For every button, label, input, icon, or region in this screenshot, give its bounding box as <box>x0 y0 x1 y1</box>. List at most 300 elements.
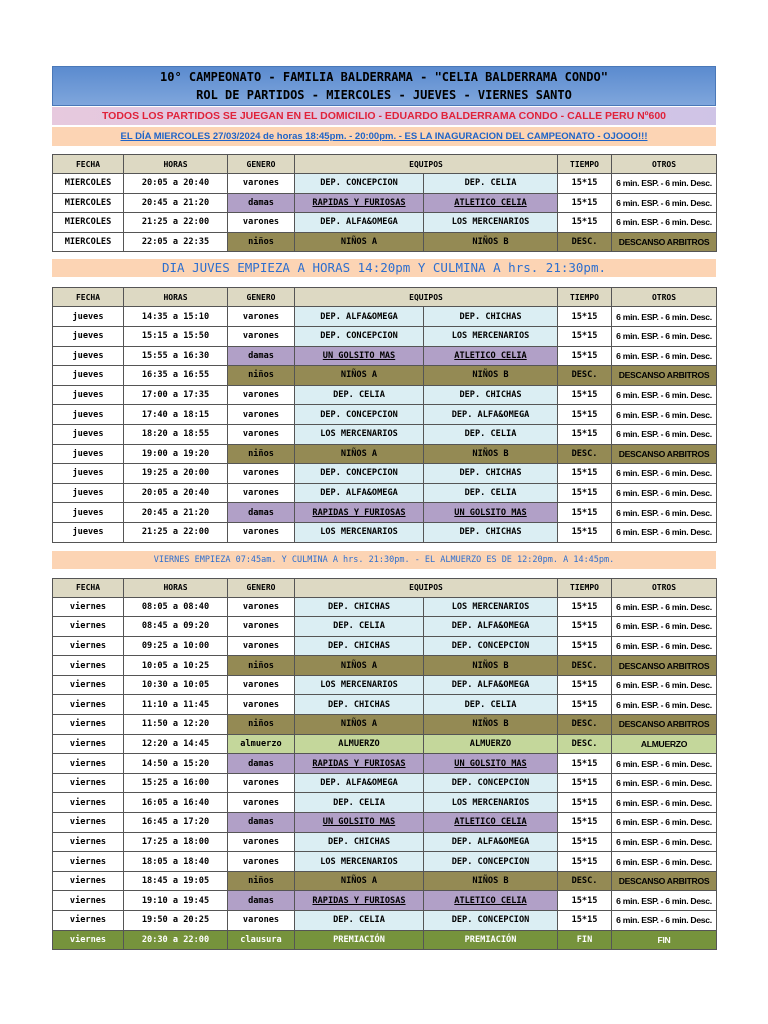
horas-cell: 22:05 a 22:35 <box>124 232 228 252</box>
otros-cell: 6 min. ESP. - 6 min. Desc. <box>612 754 717 774</box>
match-row <box>53 871 717 891</box>
tiempo-cell: 15*15 <box>558 695 612 715</box>
fecha-cell: viernes <box>53 911 124 931</box>
fecha-cell: MIERCOLES <box>53 213 124 233</box>
team-1-cell: NIÑOS A <box>295 366 424 386</box>
match-row <box>53 597 717 617</box>
tiempo-cell: 15*15 <box>558 307 612 327</box>
match-row <box>53 617 717 637</box>
otros-cell: 6 min. ESP. - 6 min. Desc. <box>612 911 717 931</box>
horas-cell: 12:20 a 14:45 <box>124 734 228 754</box>
fecha-cell: jueves <box>53 483 124 503</box>
match-row <box>53 326 717 346</box>
otros-cell: 6 min. ESP. - 6 min. Desc. <box>612 385 717 405</box>
otros-cell: 6 min. ESP. - 6 min. Desc. <box>612 891 717 911</box>
fecha-cell: MIERCOLES <box>53 174 124 194</box>
tiempo-cell: 15*15 <box>558 636 612 656</box>
team-2-cell: DEP. CHICHAS <box>424 385 558 405</box>
section-notice: VIERNES EMPIEZA 07:45am. Y CULMINA A hrs. 21:30pm. - EL ALMUERZO ES DE 12:20pm. A 14:45pm. <box>52 551 716 569</box>
match-row <box>53 174 717 194</box>
tiempo-cell: 15*15 <box>558 464 612 484</box>
otros-cell: 6 min. ESP. - 6 min. Desc. <box>612 307 717 327</box>
tiempo-cell: 15*15 <box>558 891 612 911</box>
tiempo-cell: 15*15 <box>558 213 612 233</box>
match-row <box>53 636 717 656</box>
fecha-cell: viernes <box>53 754 124 774</box>
fecha-cell: viernes <box>53 813 124 833</box>
genero-cell: damas <box>228 813 295 833</box>
horas-cell: 18:20 a 18:55 <box>124 424 228 444</box>
genero-cell: niños <box>228 715 295 735</box>
match-row <box>53 503 717 523</box>
otros-cell: 6 min. ESP. - 6 min. Desc. <box>612 773 717 793</box>
fecha-cell: jueves <box>53 464 124 484</box>
fecha-cell: viernes <box>53 773 124 793</box>
fecha-cell: viernes <box>53 617 124 637</box>
tiempo-cell: 15*15 <box>558 852 612 872</box>
team-2-cell: LOS MERCENARIOS <box>424 597 558 617</box>
match-row <box>53 891 717 911</box>
otros-cell: DESCANSO ARBITROS <box>612 232 717 252</box>
schedule-sheet <box>52 66 716 950</box>
genero-cell: varones <box>228 773 295 793</box>
title-banner <box>52 66 716 106</box>
team-2-cell: LOS MERCENARIOS <box>424 213 558 233</box>
horas-cell: 19:00 a 19:20 <box>124 444 228 464</box>
fecha-cell: jueves <box>53 405 124 425</box>
section-notice: DIA JUVES EMPIEZA A HORAS 14:20pm Y CULMINA A hrs. 21:30pm. <box>52 259 716 277</box>
match-row <box>53 522 717 542</box>
tiempo-cell: DESC. <box>558 444 612 464</box>
team-2-cell: ATLETICO CELIA <box>424 193 558 213</box>
otros-cell: FIN <box>612 930 717 950</box>
team-1-cell: NIÑOS A <box>295 232 424 252</box>
team-1-cell: DEP. CHICHAS <box>295 832 424 852</box>
team-2-cell: DEP. ALFA&OMEGA <box>424 675 558 695</box>
header-genero: GENERO <box>228 578 295 597</box>
team-1-cell: LOS MERCENARIOS <box>295 424 424 444</box>
team-2-cell: DEP. CELIA <box>424 424 558 444</box>
team-2-cell: NIÑOS B <box>424 444 558 464</box>
horas-cell: 16:05 a 16:40 <box>124 793 228 813</box>
genero-cell: varones <box>228 522 295 542</box>
genero-cell: varones <box>228 636 295 656</box>
team-2-cell: DEP. CONCEPCION <box>424 911 558 931</box>
team-1-cell: RAPIDAS Y FURIOSAS <box>295 891 424 911</box>
otros-cell: 6 min. ESP. - 6 min. Desc. <box>612 213 717 233</box>
team-1-cell: DEP. ALFA&OMEGA <box>295 307 424 327</box>
otros-cell: 6 min. ESP. - 6 min. Desc. <box>612 174 717 194</box>
match-row <box>53 193 717 213</box>
horas-cell: 21:25 a 22:00 <box>124 522 228 542</box>
tiempo-cell: DESC. <box>558 232 612 252</box>
match-row <box>53 346 717 366</box>
fecha-cell: jueves <box>53 503 124 523</box>
horas-cell: 08:05 a 08:40 <box>124 597 228 617</box>
otros-cell: 6 min. ESP. - 6 min. Desc. <box>612 424 717 444</box>
team-2-cell: UN GOLSITO MAS <box>424 503 558 523</box>
team-1-cell: NIÑOS A <box>295 656 424 676</box>
header-tiempo: TIEMPO <box>558 288 612 307</box>
otros-cell: 6 min. ESP. - 6 min. Desc. <box>612 597 717 617</box>
team-2-cell: DEP. CELIA <box>424 483 558 503</box>
genero-cell: niños <box>228 871 295 891</box>
genero-cell: varones <box>228 617 295 637</box>
team-1-cell: RAPIDAS Y FURIOSAS <box>295 503 424 523</box>
tiempo-cell: 15*15 <box>558 675 612 695</box>
horas-cell: 09:25 a 10:00 <box>124 636 228 656</box>
fecha-cell: viernes <box>53 734 124 754</box>
tiempo-cell: 15*15 <box>558 174 612 194</box>
team-2-cell: ATLETICO CELIA <box>424 891 558 911</box>
otros-cell: DESCANSO ARBITROS <box>612 444 717 464</box>
table-header-row <box>53 155 717 174</box>
header-otros: OTROS <box>612 578 717 597</box>
horas-cell: 15:15 a 15:50 <box>124 326 228 346</box>
team-1-cell: DEP. CELIA <box>295 911 424 931</box>
team-1-cell: DEP. ALFA&OMEGA <box>295 213 424 233</box>
match-row <box>53 444 717 464</box>
header-tiempo: TIEMPO <box>558 155 612 174</box>
header-equipos: EQUIPOS <box>295 288 558 307</box>
horas-cell: 20:05 a 20:40 <box>124 174 228 194</box>
horas-cell: 19:10 a 19:45 <box>124 891 228 911</box>
genero-cell: varones <box>228 832 295 852</box>
horas-cell: 14:50 a 15:20 <box>124 754 228 774</box>
match-row <box>53 930 717 950</box>
match-row <box>53 695 717 715</box>
team-1-cell: PREMIACIÓN <box>295 930 424 950</box>
match-row <box>53 852 717 872</box>
team-2-cell: PREMIACIÓN <box>424 930 558 950</box>
genero-cell: niños <box>228 366 295 386</box>
team-1-cell: RAPIDAS Y FURIOSAS <box>295 754 424 774</box>
table-header-row <box>53 578 717 597</box>
genero-cell: damas <box>228 193 295 213</box>
team-2-cell: ATLETICO CELIA <box>424 346 558 366</box>
tiempo-cell: DESC. <box>558 656 612 676</box>
team-1-cell: NIÑOS A <box>295 444 424 464</box>
tiempo-cell: 15*15 <box>558 813 612 833</box>
tiempo-cell: 15*15 <box>558 911 612 931</box>
genero-cell: varones <box>228 174 295 194</box>
match-row <box>53 424 717 444</box>
tiempo-cell: 15*15 <box>558 832 612 852</box>
otros-cell: 6 min. ESP. - 6 min. Desc. <box>612 193 717 213</box>
horas-cell: 08:45 a 09:20 <box>124 617 228 637</box>
otros-cell: 6 min. ESP. - 6 min. Desc. <box>612 617 717 637</box>
inauguration-notice: EL DÍA MIERCOLES 27/03/2024 de horas 18:45pm. - 20:00pm. - ES LA INAGURACION DEL CAMPEONATO - OJOOO!!! <box>52 127 716 146</box>
header-genero: GENERO <box>228 288 295 307</box>
genero-cell: varones <box>228 307 295 327</box>
tiempo-cell: DESC. <box>558 871 612 891</box>
genero-cell: varones <box>228 852 295 872</box>
otros-cell: 6 min. ESP. - 6 min. Desc. <box>612 832 717 852</box>
tiempo-cell: FIN <box>558 930 612 950</box>
fecha-cell: jueves <box>53 424 124 444</box>
fecha-cell: jueves <box>53 385 124 405</box>
fecha-cell: viernes <box>53 891 124 911</box>
horas-cell: 18:05 a 18:40 <box>124 852 228 872</box>
header-otros: OTROS <box>612 288 717 307</box>
tiempo-cell: 15*15 <box>558 326 612 346</box>
tiempo-cell: 15*15 <box>558 483 612 503</box>
match-row <box>53 832 717 852</box>
venue-notice: TODOS LOS PARTIDOS SE JUEGAN EN EL DOMICILIO - EDUARDO BALDERRAMA CONDO - CALLE PERU Nº600 <box>52 107 716 125</box>
horas-cell: 10:05 a 10:25 <box>124 656 228 676</box>
schedule-sections <box>52 154 716 950</box>
team-2-cell: ALMUERZO <box>424 734 558 754</box>
tiempo-cell: 15*15 <box>558 522 612 542</box>
tiempo-cell: DESC. <box>558 366 612 386</box>
team-1-cell: ALMUERZO <box>295 734 424 754</box>
genero-cell: varones <box>228 424 295 444</box>
header-otros: OTROS <box>612 155 717 174</box>
schedule-table <box>52 578 717 951</box>
schedule-table <box>52 287 717 542</box>
team-1-cell: LOS MERCENARIOS <box>295 522 424 542</box>
horas-cell: 18:45 a 19:05 <box>124 871 228 891</box>
match-row <box>53 911 717 931</box>
genero-cell: varones <box>228 793 295 813</box>
team-1-cell: DEP. ALFA&OMEGA <box>295 773 424 793</box>
horas-cell: 17:00 a 17:35 <box>124 385 228 405</box>
match-row <box>53 366 717 386</box>
horas-cell: 16:45 a 17:20 <box>124 813 228 833</box>
genero-cell: varones <box>228 385 295 405</box>
horas-cell: 20:05 a 20:40 <box>124 483 228 503</box>
otros-cell: 6 min. ESP. - 6 min. Desc. <box>612 695 717 715</box>
match-row <box>53 656 717 676</box>
team-2-cell: DEP. CELIA <box>424 174 558 194</box>
fecha-cell: viernes <box>53 675 124 695</box>
horas-cell: 10:30 a 10:05 <box>124 675 228 695</box>
horas-cell: 19:50 a 20:25 <box>124 911 228 931</box>
tiempo-cell: 15*15 <box>558 773 612 793</box>
match-row <box>53 464 717 484</box>
team-1-cell: DEP. CHICHAS <box>295 636 424 656</box>
team-1-cell: UN GOLSITO MAS <box>295 813 424 833</box>
match-row <box>53 213 717 233</box>
team-1-cell: LOS MERCENARIOS <box>295 852 424 872</box>
horas-cell: 20:45 a 21:20 <box>124 503 228 523</box>
fecha-cell: MIERCOLES <box>53 232 124 252</box>
otros-cell: 6 min. ESP. - 6 min. Desc. <box>612 346 717 366</box>
tiempo-cell: DESC. <box>558 734 612 754</box>
tiempo-cell: 15*15 <box>558 385 612 405</box>
otros-cell: DESCANSO ARBITROS <box>612 871 717 891</box>
otros-cell: 6 min. ESP. - 6 min. Desc. <box>612 852 717 872</box>
team-2-cell: LOS MERCENARIOS <box>424 793 558 813</box>
fecha-cell: viernes <box>53 930 124 950</box>
team-2-cell: DEP. CONCEPCION <box>424 636 558 656</box>
match-row <box>53 385 717 405</box>
horas-cell: 11:50 a 12:20 <box>124 715 228 735</box>
match-row <box>53 793 717 813</box>
match-row <box>53 754 717 774</box>
team-2-cell: DEP. CELIA <box>424 695 558 715</box>
fecha-cell: jueves <box>53 522 124 542</box>
fecha-cell: jueves <box>53 444 124 464</box>
otros-cell: 6 min. ESP. - 6 min. Desc. <box>612 675 717 695</box>
team-1-cell: DEP. CHICHAS <box>295 695 424 715</box>
genero-cell: varones <box>228 483 295 503</box>
genero-cell: damas <box>228 503 295 523</box>
otros-cell: 6 min. ESP. - 6 min. Desc. <box>612 326 717 346</box>
team-1-cell: NIÑOS A <box>295 715 424 735</box>
otros-cell: ALMUERZO <box>612 734 717 754</box>
tiempo-cell: 15*15 <box>558 597 612 617</box>
fecha-cell: viernes <box>53 597 124 617</box>
otros-cell: 6 min. ESP. - 6 min. Desc. <box>612 636 717 656</box>
horas-cell: 17:25 a 18:00 <box>124 832 228 852</box>
team-1-cell: DEP. CONCEPCION <box>295 405 424 425</box>
horas-cell: 20:45 a 21:20 <box>124 193 228 213</box>
team-2-cell: DEP. CHICHAS <box>424 464 558 484</box>
horas-cell: 16:35 a 16:55 <box>124 366 228 386</box>
tiempo-cell: 15*15 <box>558 754 612 774</box>
header-fecha: FECHA <box>53 288 124 307</box>
team-1-cell: LOS MERCENARIOS <box>295 675 424 695</box>
fecha-cell: MIERCOLES <box>53 193 124 213</box>
team-2-cell: NIÑOS B <box>424 366 558 386</box>
fecha-cell: viernes <box>53 656 124 676</box>
match-row <box>53 675 717 695</box>
match-row <box>53 715 717 735</box>
header-horas: HORAS <box>124 155 228 174</box>
team-1-cell: UN GOLSITO MAS <box>295 346 424 366</box>
genero-cell: varones <box>228 695 295 715</box>
genero-cell: damas <box>228 754 295 774</box>
otros-cell: DESCANSO ARBITROS <box>612 366 717 386</box>
otros-cell: DESCANSO ARBITROS <box>612 656 717 676</box>
team-1-cell: DEP. ALFA&OMEGA <box>295 483 424 503</box>
genero-cell: niños <box>228 232 295 252</box>
match-row <box>53 307 717 327</box>
tiempo-cell: 15*15 <box>558 193 612 213</box>
fecha-cell: viernes <box>53 852 124 872</box>
header-horas: HORAS <box>124 288 228 307</box>
genero-cell: almuerzo <box>228 734 295 754</box>
title-line-2: ROL DE PARTIDOS - MIERCOLES - JUEVES - VIERNES SANTO <box>196 88 572 102</box>
tiempo-cell: 15*15 <box>558 503 612 523</box>
horas-cell: 14:35 a 15:10 <box>124 307 228 327</box>
tiempo-cell: 15*15 <box>558 405 612 425</box>
tiempo-cell: DESC. <box>558 715 612 735</box>
team-2-cell: UN GOLSITO MAS <box>424 754 558 774</box>
genero-cell: varones <box>228 464 295 484</box>
tiempo-cell: 15*15 <box>558 346 612 366</box>
otros-cell: 6 min. ESP. - 6 min. Desc. <box>612 405 717 425</box>
genero-cell: damas <box>228 346 295 366</box>
tiempo-cell: 15*15 <box>558 424 612 444</box>
team-1-cell: DEP. CELIA <box>295 617 424 637</box>
match-row <box>53 734 717 754</box>
header-horas: HORAS <box>124 578 228 597</box>
team-1-cell: DEP. CONCEPCION <box>295 174 424 194</box>
team-2-cell: NIÑOS B <box>424 656 558 676</box>
team-2-cell: NIÑOS B <box>424 871 558 891</box>
fecha-cell: viernes <box>53 636 124 656</box>
genero-cell: varones <box>228 911 295 931</box>
header-fecha: FECHA <box>53 155 124 174</box>
horas-cell: 17:40 a 18:15 <box>124 405 228 425</box>
genero-cell: varones <box>228 213 295 233</box>
tiempo-cell: 15*15 <box>558 793 612 813</box>
schedule-table <box>52 154 717 252</box>
team-2-cell: DEP. CHICHAS <box>424 522 558 542</box>
team-1-cell: DEP. CELIA <box>295 385 424 405</box>
team-2-cell: DEP. ALFA&OMEGA <box>424 405 558 425</box>
header-equipos: EQUIPOS <box>295 155 558 174</box>
team-1-cell: DEP. CONCEPCION <box>295 464 424 484</box>
match-row <box>53 483 717 503</box>
genero-cell: varones <box>228 405 295 425</box>
genero-cell: varones <box>228 597 295 617</box>
fecha-cell: viernes <box>53 871 124 891</box>
otros-cell: 6 min. ESP. - 6 min. Desc. <box>612 483 717 503</box>
match-row <box>53 813 717 833</box>
title-line-1: 10° CAMPEONATO - FAMILIA BALDERRAMA - "CELIA BALDERRAMA CONDO" <box>160 70 608 84</box>
table-header-row <box>53 288 717 307</box>
fecha-cell: viernes <box>53 793 124 813</box>
team-2-cell: LOS MERCENARIOS <box>424 326 558 346</box>
header-equipos: EQUIPOS <box>295 578 558 597</box>
genero-cell: niños <box>228 444 295 464</box>
otros-cell: 6 min. ESP. - 6 min. Desc. <box>612 813 717 833</box>
otros-cell: 6 min. ESP. - 6 min. Desc. <box>612 464 717 484</box>
tiempo-cell: 15*15 <box>558 617 612 637</box>
team-2-cell: DEP. CONCEPCION <box>424 852 558 872</box>
team-1-cell: DEP. CONCEPCION <box>295 326 424 346</box>
horas-cell: 11:10 a 11:45 <box>124 695 228 715</box>
genero-cell: clausura <box>228 930 295 950</box>
team-2-cell: ATLETICO CELIA <box>424 813 558 833</box>
genero-cell: damas <box>228 891 295 911</box>
fecha-cell: viernes <box>53 695 124 715</box>
match-row <box>53 773 717 793</box>
fecha-cell: jueves <box>53 307 124 327</box>
team-2-cell: DEP. CONCEPCION <box>424 773 558 793</box>
horas-cell: 15:25 a 16:00 <box>124 773 228 793</box>
team-1-cell: NIÑOS A <box>295 871 424 891</box>
fecha-cell: jueves <box>53 366 124 386</box>
header-tiempo: TIEMPO <box>558 578 612 597</box>
team-1-cell: DEP. CHICHAS <box>295 597 424 617</box>
team-1-cell: RAPIDAS Y FURIOSAS <box>295 193 424 213</box>
team-2-cell: DEP. CHICHAS <box>424 307 558 327</box>
horas-cell: 19:25 a 20:00 <box>124 464 228 484</box>
fecha-cell: jueves <box>53 346 124 366</box>
header-fecha: FECHA <box>53 578 124 597</box>
match-row <box>53 232 717 252</box>
otros-cell: 6 min. ESP. - 6 min. Desc. <box>612 793 717 813</box>
otros-cell: 6 min. ESP. - 6 min. Desc. <box>612 503 717 523</box>
team-2-cell: DEP. ALFA&OMEGA <box>424 832 558 852</box>
horas-cell: 21:25 a 22:00 <box>124 213 228 233</box>
otros-cell: 6 min. ESP. - 6 min. Desc. <box>612 522 717 542</box>
team-2-cell: DEP. ALFA&OMEGA <box>424 617 558 637</box>
team-2-cell: NIÑOS B <box>424 232 558 252</box>
genero-cell: varones <box>228 326 295 346</box>
team-2-cell: NIÑOS B <box>424 715 558 735</box>
fecha-cell: jueves <box>53 326 124 346</box>
genero-cell: varones <box>228 675 295 695</box>
team-1-cell: DEP. CELIA <box>295 793 424 813</box>
header-genero: GENERO <box>228 155 295 174</box>
fecha-cell: viernes <box>53 832 124 852</box>
genero-cell: niños <box>228 656 295 676</box>
